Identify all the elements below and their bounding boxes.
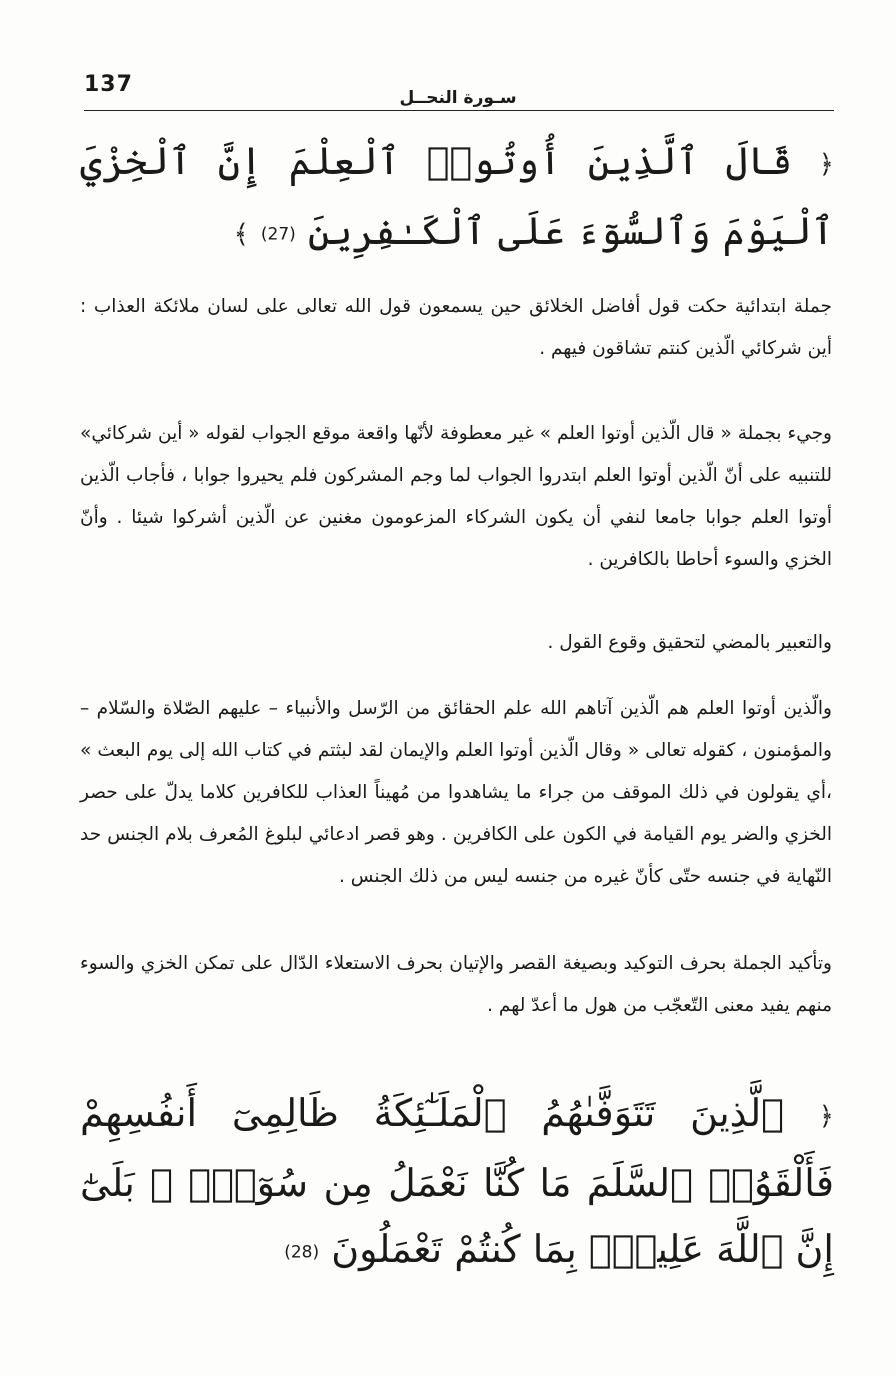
running-title: سـورة النحــل — [399, 88, 517, 108]
verse-open-bracket: ﴿ — [818, 149, 834, 180]
verse-open-bracket: ﴿ — [818, 1101, 834, 1132]
commentary-paragraph: وجيء بجملة « قال الّذين أوتوا العلم » غير معطوفة لأنّها واقعة موقع الجواب لقوله « أين شركائي» للتنبيه على أنّ الّذين أوتوا العلم ابتدروا الجواب لما وجم المشركون فلم يحيروا جوابا ، فأجاب الّذين أوتوا العلم جوابا جامعا لنفي أن يكون الشركاء المزعومون مغنين عن الّذين أشركوا شيئا . وأنّ الخزي والسوء أحاطا بالكافرين . — [80, 423, 832, 570]
quran-verse-28 — [80, 1080, 834, 1285]
commentary-paragraph: جملة ابتدائية حكت قول أفاضل الخلائق حين يسمعون قول الله تعالى على لسان ملائكة العذاب : أين شركائي الّذين كنتم تشاقون فيهم . — [80, 296, 832, 359]
verse-27-number: (27) — [260, 224, 296, 244]
commentary-paragraph: وتأكيد الجملة بحرف التوكيد وبصيغة القصر والإتيان بحرف الاستعلاء الدّال على تمكن الخزي والسوء منهم يفيد معنى التّعجّب من هول ما أعدّ لهم . — [80, 953, 832, 1016]
quran-verse-27 — [80, 128, 834, 267]
verse-close-bracket: ﴾ — [233, 219, 249, 249]
commentary-paragraph: والّذين أوتوا العلم هم الّذين آتاهم الله علم الحقائق من الرّسل والأنبياء – عليهم الصّلاة والسّلام – والمؤمنون ، كقوله تعالى « وقال الّذين أوتوا العلم والإيمان لقد لبثتم في كتاب الله إلى يوم البعث » ،أي يقولون في ذلك الموقف من جراء ما يشاهدوا من مُهيناً العذاب للكافرين كلاما يدلّ على حصر الخزي والضر يوم القيامة في الكون على الكافرين . وهو قصر ادعائي لبلوغ المُعرف بلام الجنس حد النّهاية في جنسه حتّى كأنّ غيره من جنسه ليس من ذلك الجنس . — [80, 698, 832, 887]
commentary-paragraph: والتعبير بالمضي لتحقيق وقوع القول . — [547, 632, 832, 653]
page-number: 137 — [84, 72, 133, 97]
verse-28-number: (28) — [284, 1242, 320, 1262]
verse-27-text: قَالَ ٱلَّذِينَ أُوتُوا۟ ٱلْعِلْمَ إِنَّ ٱلْخِزْيَ ٱلْيَوْمَ وَٱلسُّوٓءَ عَلَى ٱلْكَـٰفِرِينَ — [80, 139, 834, 253]
header-rule — [84, 110, 834, 111]
verse-28-text: ٱلَّذِينَ تَتَوَفَّىٰهُمُ ٱلْمَلَـٰٓئِكَةُ ظَالِمِىٓ أَنفُسِهِمْ فَأَلْقَوُا۟ ٱلسَّلَمَ مَا كُنَّا نَعْمَلُ مِن سُوٓءٍۭ ۚ بَلَىٰٓ إِنَّ ٱللَّهَ عَلِيمٌۢ بِمَا كُنتُمْ تَعْمَلُونَ — [80, 1091, 834, 1271]
